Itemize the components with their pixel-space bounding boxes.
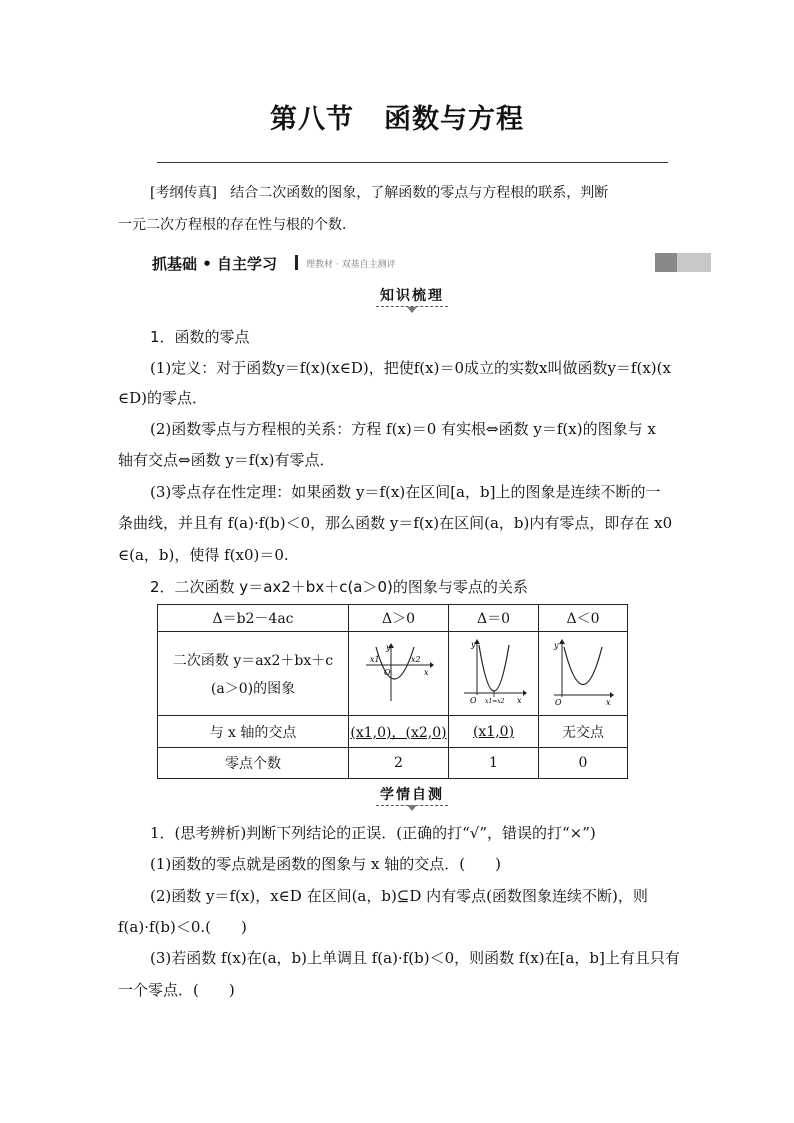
svg-text:O: O [469, 695, 477, 705]
svg-text:x1: x1 [369, 654, 380, 664]
parabola-one-root-graph [459, 637, 529, 707]
section-bar [150, 253, 711, 272]
svg-text:y: y [385, 642, 391, 652]
section-title: 函数与方程 [384, 104, 524, 135]
section-bar-dark-block [655, 253, 677, 272]
table-cell: 零点个数 [158, 748, 349, 779]
svg-text:y: y [470, 639, 476, 649]
parabola-two-roots-graph [364, 641, 434, 703]
svg-text:O: O [383, 667, 391, 677]
table-row-graph-label: 二次函数 y＝ax2＋bx＋c (a＞0)的图象 [158, 632, 349, 716]
page-title [0, 97, 794, 136]
k1-rel-line1: (2)函数零点与方程根的关系：方程 f(x)＝0 有实根⇔函数 y＝f(x)的图象与 x [150, 420, 656, 438]
table-cell: 1 [449, 748, 539, 779]
table-cell: (x1,0)，(x2,0) [349, 716, 449, 748]
parabola-no-root-graph [548, 637, 618, 707]
subsection-heading-self-test: 学情自测 [300, 784, 524, 806]
subsection-arrow-icon [407, 307, 417, 313]
intro-tag: [考纲传真] [150, 185, 217, 201]
exercise-statement-1: (1)函数的零点就是函数的图象与 x 轴的交点．( ) [150, 855, 501, 873]
subsection-arrow-icon [407, 805, 417, 811]
table-header: Δ＞0 [349, 605, 449, 632]
exercise-statement-2-cont: f(a)·f(b)＜0.( ) [118, 918, 247, 936]
section-bar-light-block [677, 253, 711, 272]
table-cell: 0 [539, 748, 628, 779]
exercise-statement-3: (3)若函数 f(x)在(a，b)上单调且 f(a)·f(b)＜0，则函数 f(x)在[a，b]上有且只有 [150, 949, 680, 967]
exercise-statement-3-cont: 一个零点．( ) [118, 981, 235, 999]
section-number: 第八节 [270, 104, 354, 135]
k1-heading: 1．函数的零点 [150, 328, 250, 346]
subsection-heading-knowledge: 知识梳理 [300, 285, 524, 307]
svg-text:O: O [555, 697, 562, 707]
table-cell: 无交点 [539, 716, 628, 748]
exercise-statement-2: (2)函数 y＝f(x)，x∈D 在区间(a，b)⊆D 内有零点(函数图象连续不断)，则 [150, 887, 648, 905]
svg-text:x2: x2 [410, 654, 421, 664]
quadratic-zero-table [157, 604, 628, 779]
k1-exist-line3: ∈(a，b)，使得 f(x0)＝0. [118, 546, 289, 564]
table-cell: 与 x 轴的交点 [158, 716, 349, 748]
table-cell: 2 [349, 748, 449, 779]
k1-def-line2: ∈D)的零点． [118, 389, 207, 407]
intro-line-2: 一元二次方程根的存在性与根的个数． [118, 217, 356, 233]
svg-text:x: x [516, 695, 522, 705]
k1-exist-line1: (3)零点存在性定理：如果函数 y＝f(x)在区间[a，b]上的图象是连续不断的一 [150, 483, 661, 501]
k2-heading: 2．二次函数 y＝ax2＋bx＋c(a＞0)的图象与零点的关系 [150, 578, 528, 596]
section-bar-separator [295, 255, 298, 270]
table-header: Δ＜0 [539, 605, 628, 632]
table-cell: (x1,0) [449, 716, 539, 748]
k1-def-line1: (1)定义：对于函数y＝f(x)(x∈D)，把使f(x)＝0成立的实数x叫做函数y＝f(x)(x [150, 359, 671, 377]
section-bar-title: 抓基础 • 自主学习 [152, 255, 278, 273]
table-header: Δ＝0 [449, 605, 539, 632]
table-header: Δ＝b2－4ac [158, 605, 349, 632]
k1-rel-line2: 轴有交点⇔函数 y＝f(x)有零点． [118, 451, 335, 469]
graph-two-roots [349, 632, 449, 716]
svg-text:x: x [606, 697, 611, 707]
k1-exist-line2: 条曲线，并且有 f(a)·f(b)＜0，那么函数 y＝f(x)在区间(a，b)内有零点，即存在 x0 [118, 514, 673, 532]
svg-text:y: y [554, 640, 559, 650]
graph-no-root [539, 632, 628, 716]
section-bar-subtitle: 理教材 · 双基自主测评 [306, 260, 396, 270]
title-divider [157, 162, 668, 163]
svg-text:x1=x2: x1=x2 [484, 697, 504, 705]
graph-one-root [449, 632, 539, 716]
intro-line-1: [考纲传真] 结合二次函数的图象，了解函数的零点与方程根的联系，判断 [150, 185, 609, 201]
svg-text:x: x [423, 667, 429, 677]
exercise-question-1: 1．(思考辨析)判断下列结论的正误．(正确的打“√”，错误的打“×”) [150, 824, 596, 842]
